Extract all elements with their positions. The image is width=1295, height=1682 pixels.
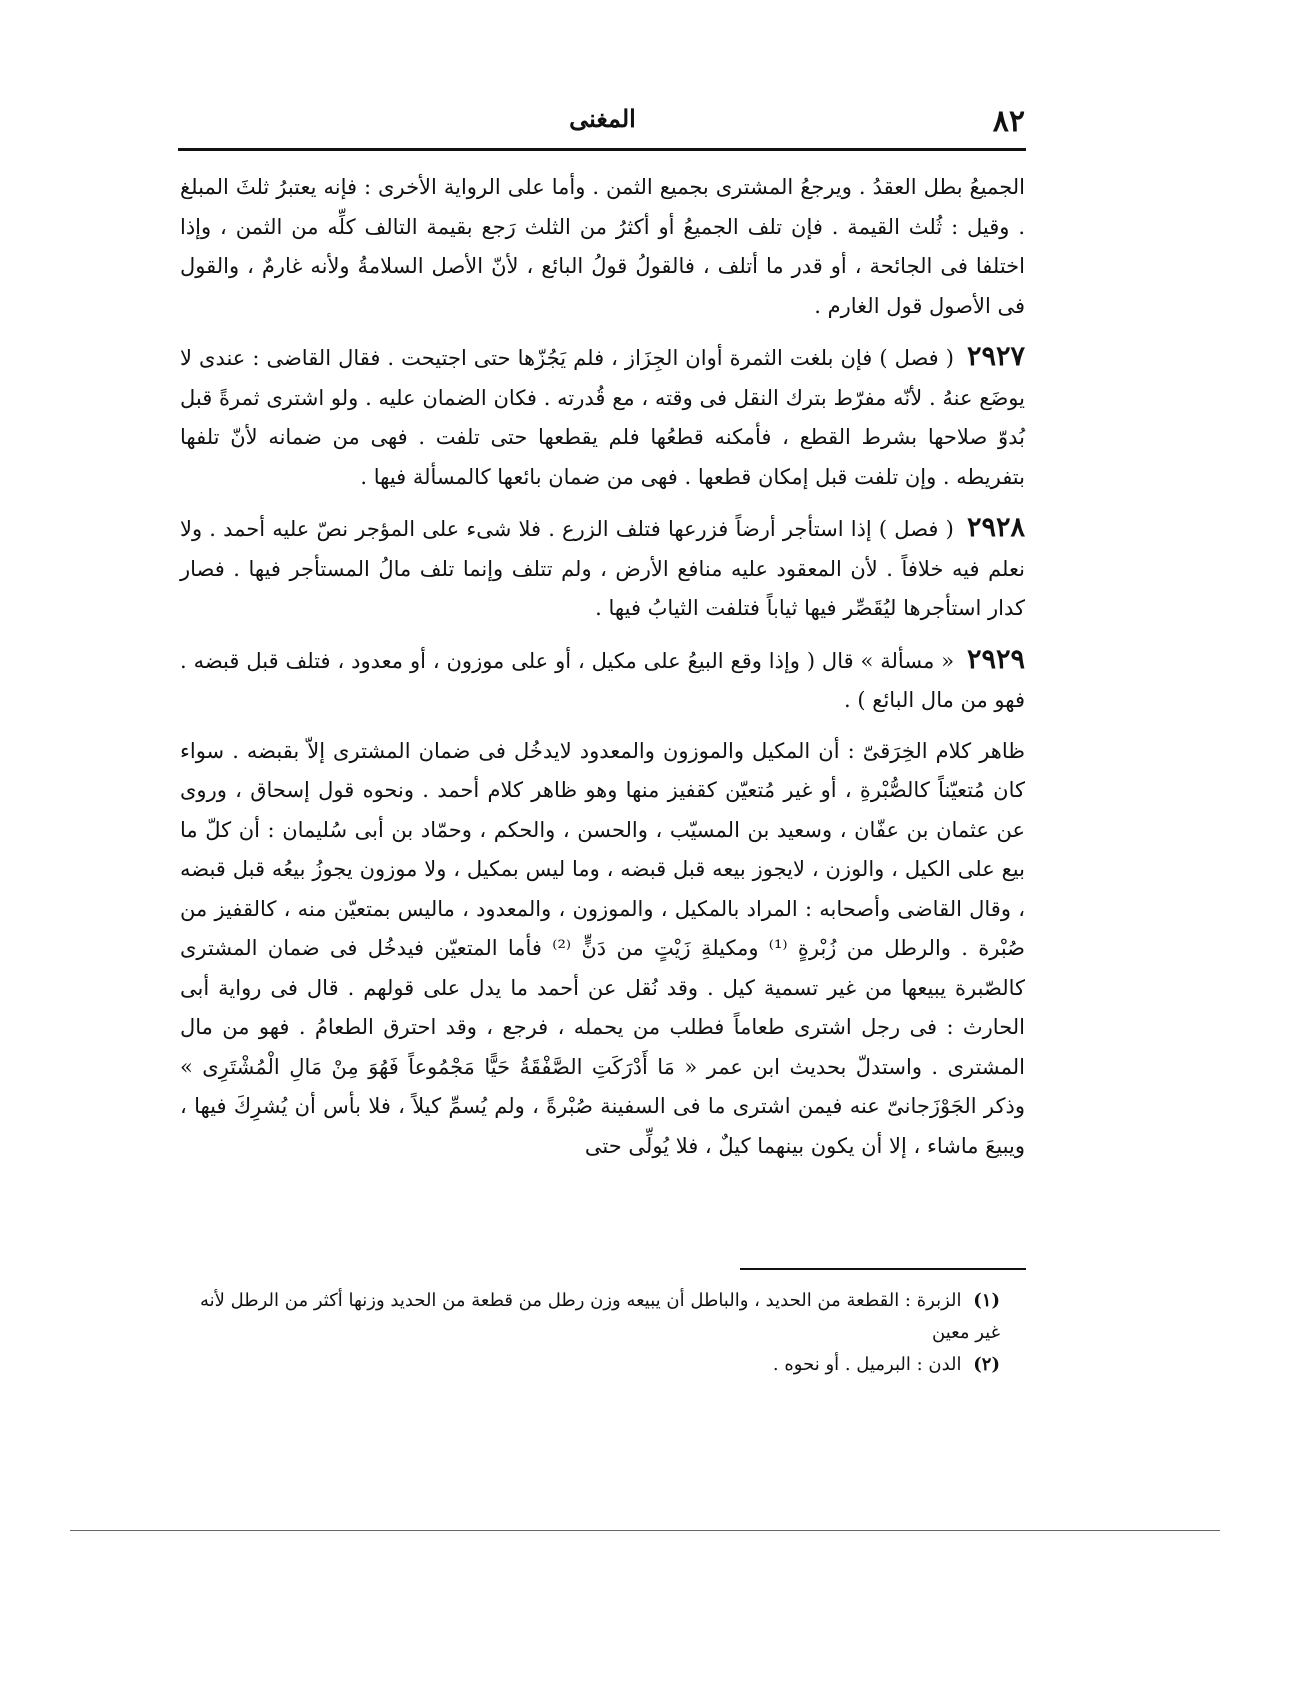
- main-text: [180, 168, 1025, 1177]
- footnote-text: الدن : البرميل . أو نحوه .: [772, 1354, 962, 1375]
- section-paragraph: [180, 508, 1025, 629]
- section-paragraph: [180, 337, 1025, 497]
- footnotes: [200, 1285, 1000, 1381]
- running-title: المغنى: [569, 104, 636, 133]
- header-rule: [178, 148, 1026, 151]
- page-number: ٨٢: [992, 104, 1025, 139]
- footnote: [200, 1285, 1000, 1349]
- footnote-rule: [740, 1268, 1026, 1270]
- section-number: ٢٩٢٧: [966, 341, 1025, 372]
- footnote: [200, 1349, 1000, 1381]
- footnote-text: الزبرة : القطعة من الحديد ، والباطل أن يبيعه وزن رطل من قطعة من الحديد وزنها أكثر من الرطل لأنه غير معين: [200, 1290, 1000, 1343]
- scan-edge-line: [70, 1530, 1220, 1531]
- paragraph-text: « مسألة » قال ( وإذا وقع البيعُ على مكيل ، أو على موزون ، أو معدود ، فتلف قبل قبضه . فهو من مال البائع ) .: [180, 648, 1025, 712]
- footnote-marker: (٢): [973, 1354, 1000, 1375]
- paragraph: [180, 732, 1025, 1167]
- paragraph-text: ( فصل ) فإن بلغت الثمرة أوان الجِزَاز ، فلم يَجُزّها حتى اجتيحت . فقال القاضى : عندى لا يوضَع عنهُ . لأنّه مفرّط بترك النقل فى وقته ، مع قُدرته . فكان الضمان عليه . ولو اشترى ثمرةً قبل بُدوّ صلاحها بشرط القطع ، فأمكنه قطعُها فلم يقطعها حتى تلفت . فهى من ضمانه لأنّ تلفها بتفريطه . وإن تلفت قبل إمكان قطعها . فهى من ضمان بائعها كالمسألة فيها .: [180, 346, 1025, 489]
- section-paragraph: [180, 640, 1025, 721]
- section-number: ٢٩٢٩: [966, 643, 1025, 675]
- footnote-marker: (١): [973, 1290, 1000, 1311]
- paragraph-text: الجميعُ بطل العقدُ . ويرجعُ المشترى بجميع الثمن . وأما على الرواية الأخرى : فإنه يعتبرُ ثلثَ المبلغ . وقيل : ثُلث القيمة . فإن تلف الجميعُ أو أكثرُ من الثلث رَجع بقيمة التالف كلِّه من الثمن ، وإذا اختلفا فى الجائحة ، أو قدر ما أتلف ، فالقولُ قولُ البائع ، لأنّ الأصل السلامةُ ولأنه غارمٌ ، والقول فى الأصول قول الغارم .: [180, 175, 1025, 318]
- section-number: ٢٩٢٨: [966, 512, 1025, 543]
- paragraph: [180, 168, 1025, 326]
- paragraph-text: ( فصل ) إذا استأجر أرضاً فزرعها فتلف الزرع . فلا شىء على المؤجر نصّ عليه أحمد . ولا نعلم فيه خلافاً . لأن المعقود عليه منافع الأرض ، ولم تتلف وإنما تلف مالُ المستأجر فيها . فصار كدار استأجرها ليُقَصِّر فيها ثياباً فتلفت الثيابُ فيها .: [180, 517, 1025, 620]
- paragraph-text: ظاهر كلام الخِرَقىّ : أن المكيل والموزون والمعدود لايدخُل فى ضمان المشترى إلاّ بقبضه . سواء كان مُتعيّناً كالصُّبْرةِ ، أو غير مُتعيّن كقفيز منها وهو ظاهر كلام أحمد . ونحوه قول إسحاق ، وروى عن عثمان بن عفّان ، وسعيد بن المسيّب ، والحسن ، والحكم ، وحمّاد بن أبى سُليمان : أن كلّ ما بيع على الكيل ، والوزن ، لايجوز بيعه قبل قبضه ، وما ليس بمكيل ، ولا موزون يجوزُ بيعُه قبل قبضه ، وقال القاضى وأصحابه : المراد بالمكيل ، والموزون ، والمعدود ، ماليس بمتعيّن منه ، كالقفيز من صُبْرة . والرطل من زُبْرةٍ ⁽¹⁾ ومكيلةِ زَيْتٍ من دَنٍّ ⁽²⁾ فأما المتعيّن فيدخُل فى ضمان المشترى كالصّبرة يبيعها من غير تسمية كيل . وقد نُقل عن أحمد ما يدل على قولهم . قال فى رواية أبى الحارث : فى رجل اشترى طعاماً فطلب من يحمله ، فرجع ، وقد احترق الطعامُ . فهو من مال المشترى . واستدلّ بحديث ابن عمر « مَا أَدْرَكَتِ الصَّفْقَةُ حَيًّا مَجْمُوعاً فَهُوَ مِنْ مَالِ الْمُشْتَرِى » وذكر الجَوْزَجانىّ عنه فيمن اشترى ما فى السفينة صُبْرةً ، ولم يُسمِّ كيلاً ، فلا بأس أن يُشرِكَ فيها ، ويبيعَ ماشاء ، إلا أن يكون بينهما كيلٌ ، فلا يُولِّى حتى: [180, 738, 1025, 1158]
- page-header: [180, 100, 1025, 148]
